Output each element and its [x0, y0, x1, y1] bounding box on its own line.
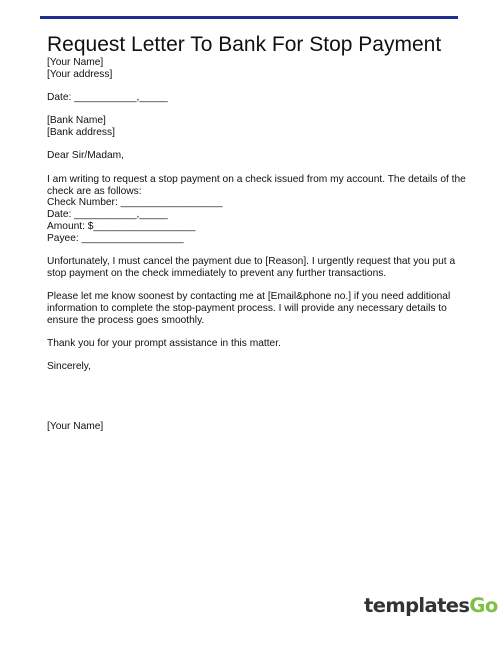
sender-name: [Your Name] — [47, 57, 104, 68]
logo-text-go: Go — [469, 594, 498, 617]
templatesgo-logo — [364, 594, 498, 618]
page-title: Request Letter To Bank For Stop Payment — [47, 33, 442, 56]
check-payee-line: Payee: __________________ — [47, 232, 184, 244]
intro-paragraph: I am writing to request a stop payment on a check issued from my account. The details of the check are as follows: — [47, 173, 466, 197]
header-rule — [40, 16, 458, 19]
closing-line: Sincerely, — [47, 361, 91, 373]
signature-name: [Your Name] — [47, 421, 104, 433]
contact-paragraph: Please let me know soonest by contacting me at [Email&phone no.] if you need additional information to complete the stop-payment process. I will provide any necessary details to ensure the process goes smoothly. — [47, 291, 451, 326]
bank-address: [Bank address] — [47, 127, 115, 139]
check-date-line: Date: ___________,_____ — [47, 209, 168, 221]
salutation: Dear Sir/Madam, — [47, 150, 124, 162]
reason-paragraph: Unfortunately, I must cancel the payment due to [Reason]. I urgently request that you put a stop payment on the check immediately to prevent any further transactions. — [47, 256, 456, 279]
date-line: Date: ___________,_____ — [47, 92, 168, 104]
bank-name: [Bank Name] — [47, 115, 106, 127]
check-amount-line: Amount: $__________________ — [47, 220, 196, 232]
sender-address: [Your address] — [47, 68, 113, 80]
thanks-line: Thank you for your prompt assistance in this matter. — [47, 338, 281, 350]
letter-body — [47, 57, 467, 433]
check-number-line: Check Number: __________________ — [47, 197, 223, 209]
logo-text-templates: templates — [364, 594, 470, 617]
